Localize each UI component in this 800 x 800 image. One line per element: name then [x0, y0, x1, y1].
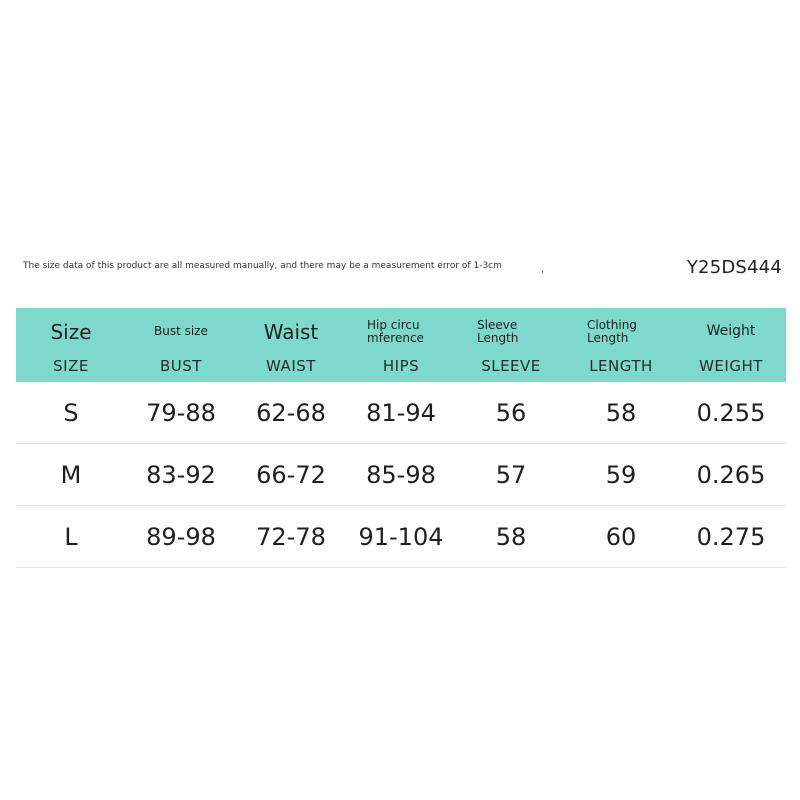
table-row	[16, 506, 786, 568]
cell-sleeve: 57	[495, 460, 527, 489]
cell-length: 58	[605, 398, 637, 427]
header-label-line: Length	[477, 331, 519, 345]
table-row	[16, 444, 786, 506]
cell-sleeve: 56	[495, 398, 527, 427]
header-waist	[236, 308, 346, 382]
cell-hips: 85-98	[366, 460, 436, 489]
header-weight	[676, 308, 786, 382]
header-sleeve	[456, 308, 566, 382]
header-label: Weight	[706, 323, 756, 340]
header-length	[566, 308, 676, 382]
header-label-line: Hip circu	[367, 317, 420, 332]
cell-bust: 83-92	[146, 460, 216, 489]
measurement-note: The size data of this product are all measured manually, and there may be a measurement error of 1-3cm	[23, 261, 502, 271]
header-label-line: Clothing	[587, 317, 637, 332]
table-header	[16, 308, 786, 382]
header-sublabel: SIZE	[53, 357, 89, 375]
header-label	[456, 313, 566, 351]
header-label-line: Sleeve	[477, 317, 518, 332]
header-bust	[126, 308, 236, 382]
size-chart-table	[16, 308, 786, 568]
cell-length: 60	[605, 522, 637, 551]
cell-bust: 89-98	[146, 522, 216, 551]
header-sublabel: HIPS	[382, 357, 420, 375]
header-label-line: Length	[587, 331, 629, 345]
header-sublabel: WEIGHT	[699, 357, 763, 375]
cell-waist: 72-78	[256, 522, 326, 551]
cell-size: M	[60, 460, 82, 489]
header-size	[16, 308, 126, 382]
cell-hips: 81-94	[366, 398, 436, 427]
header-label-line: mference	[367, 331, 424, 345]
cell-waist: 66-72	[256, 460, 326, 489]
header-label: Bust size	[154, 324, 208, 339]
header-hips	[346, 308, 456, 382]
header-sublabel: WAIST	[266, 357, 316, 375]
note-punctuation: ,	[541, 264, 545, 275]
cell-size: L	[64, 522, 78, 551]
cell-weight: 0.275	[696, 522, 766, 551]
cell-length: 59	[605, 460, 637, 489]
header-label	[346, 313, 456, 351]
cell-waist: 62-68	[256, 398, 326, 427]
header-label	[566, 313, 676, 351]
cell-weight: 0.265	[696, 460, 766, 489]
product-code: Y25DS444	[686, 257, 782, 278]
header-label: Waist	[263, 320, 319, 344]
cell-sleeve: 58	[495, 522, 527, 551]
cell-size: S	[63, 398, 79, 427]
table-row	[16, 382, 786, 444]
header-label: Size	[50, 320, 92, 344]
cell-bust: 79-88	[146, 398, 216, 427]
header-sublabel: LENGTH	[589, 357, 653, 375]
cell-weight: 0.255	[696, 398, 766, 427]
header-sublabel: BUST	[160, 357, 202, 375]
cell-hips: 91-104	[358, 522, 444, 551]
header-sublabel: SLEEVE	[481, 357, 541, 375]
